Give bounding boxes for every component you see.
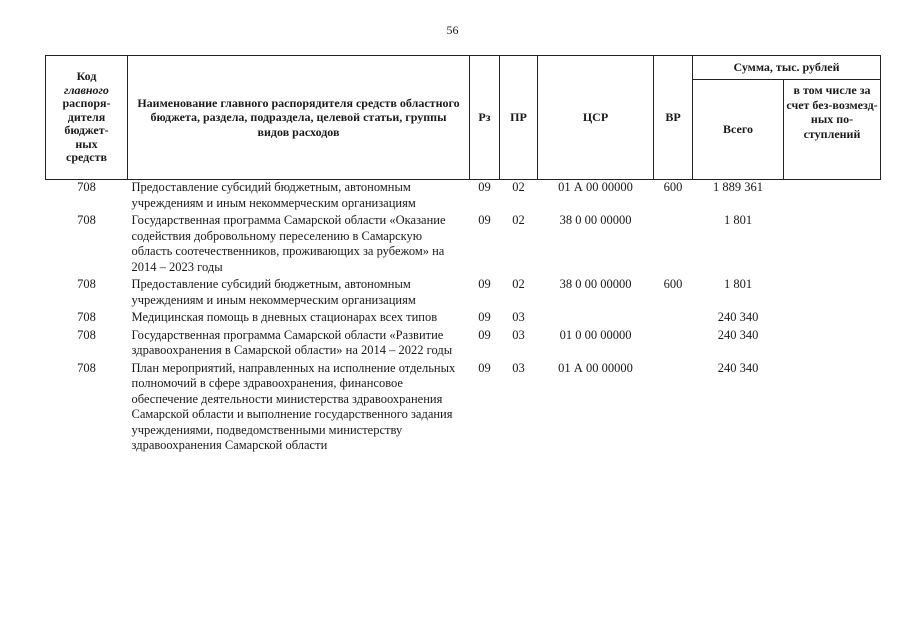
header-code-line: бюджет- [64, 123, 109, 138]
cell-name: Предоставление субсидий бюджетным, автономным учреждениям и иным некоммерческим организациям [131, 180, 416, 210]
cell-total: 1 889 361 [713, 180, 763, 194]
table-row [46, 213, 881, 277]
cell-rz: 09 [478, 213, 491, 227]
table-row [46, 310, 881, 328]
table-row [46, 180, 881, 214]
cell-free [784, 213, 881, 277]
cell-csr [538, 310, 654, 328]
cell-free [784, 328, 881, 361]
cell-pr: 02 [512, 213, 525, 227]
cell-name: Медицинская помощь в дневных стационарах всех типов [131, 310, 438, 324]
cell-name: Предоставление субсидий бюджетным, автономным учреждениям и иным некоммерческим организациям [131, 277, 416, 307]
cell-pr: 03 [512, 360, 525, 375]
cell-name: План мероприятий, направленных на исполнение отдельных полномочий в сфере здравоохранения, финансовое обеспечение деятельности министерства здравоохранения Самарской области и выполнение государственного задания учреждениями, подведомственными министерству здравоохранения Самарской области [131, 360, 456, 452]
cell-free [784, 277, 881, 310]
table-header [46, 56, 881, 180]
cell-code: 708 [77, 180, 96, 194]
cell-vr: 600 [663, 277, 683, 291]
header-sum: Сумма, тыс. рублей [693, 56, 881, 80]
cell-csr: 01 А 00 00000 [558, 180, 633, 194]
header-vr: ВР [654, 56, 693, 180]
cell-total: 1 801 [723, 213, 753, 227]
cell-csr: 01 0 00 00000 [559, 327, 632, 342]
cell-total: 240 340 [717, 310, 759, 324]
cell-vr [654, 213, 693, 277]
cell-rz: 09 [478, 310, 491, 324]
header-code-line: Код [76, 68, 97, 83]
header-csr: ЦСР [538, 56, 654, 180]
header-name: Наименование главного распорядителя средств областного бюджета, раздела, подраздела, целевой статьи, группы видов расходов [128, 56, 470, 180]
cell-vr [654, 361, 693, 456]
header-code-line: ных [75, 136, 98, 151]
cell-free [784, 361, 881, 456]
cell-vr: 600 [663, 180, 683, 194]
cell-pr: 03 [512, 310, 525, 324]
cell-total: 240 340 [717, 360, 759, 375]
table-row [46, 361, 881, 456]
table-body [46, 180, 881, 456]
header-code-line: распоря- [62, 96, 111, 111]
cell-pr: 03 [512, 327, 525, 342]
cell-code: 708 [77, 360, 96, 375]
header-code-line: главного [64, 82, 109, 97]
header-code [46, 56, 128, 180]
cell-code: 708 [77, 327, 96, 342]
header-pr: ПР [500, 56, 538, 180]
header-rz: Рз [470, 56, 500, 180]
cell-csr: 38 0 00 00000 [559, 213, 632, 227]
cell-pr: 02 [512, 180, 525, 194]
budget-table [45, 55, 881, 456]
header-code-line: дителя [67, 109, 106, 124]
table-row [46, 277, 881, 310]
header-code-line: средств [66, 150, 107, 165]
header-free: в том числе за счет без-возмезд-ных по-ступлений [784, 80, 881, 180]
cell-name: Государственная программа Самарской области «Развитие здравоохранения в Самарской области» на 2014 – 2022 годы [131, 327, 453, 357]
cell-vr [654, 328, 693, 361]
cell-pr: 02 [512, 277, 525, 291]
cell-vr [654, 310, 693, 328]
cell-name: Государственная программа Самарской области «Оказание содействия добровольному переселению в Самарскую область соотечественников, проживающих за рубежом» на 2014 – 2023 годы [131, 213, 446, 274]
cell-rz: 09 [478, 360, 491, 375]
cell-free [784, 180, 881, 214]
header-total: Всего [693, 80, 784, 180]
cell-free [784, 310, 881, 328]
cell-total: 240 340 [717, 327, 759, 342]
table-row [46, 328, 881, 361]
page-number: 56 [446, 23, 459, 37]
cell-code: 708 [77, 310, 96, 324]
cell-csr: 01 А 00 00000 [558, 360, 633, 375]
cell-total: 1 801 [723, 277, 753, 291]
cell-csr: 38 0 00 00000 [559, 277, 632, 291]
cell-rz: 09 [478, 180, 491, 194]
cell-code: 708 [77, 277, 96, 291]
cell-rz: 09 [478, 277, 491, 291]
cell-code: 708 [77, 213, 96, 227]
cell-rz: 09 [478, 327, 491, 342]
